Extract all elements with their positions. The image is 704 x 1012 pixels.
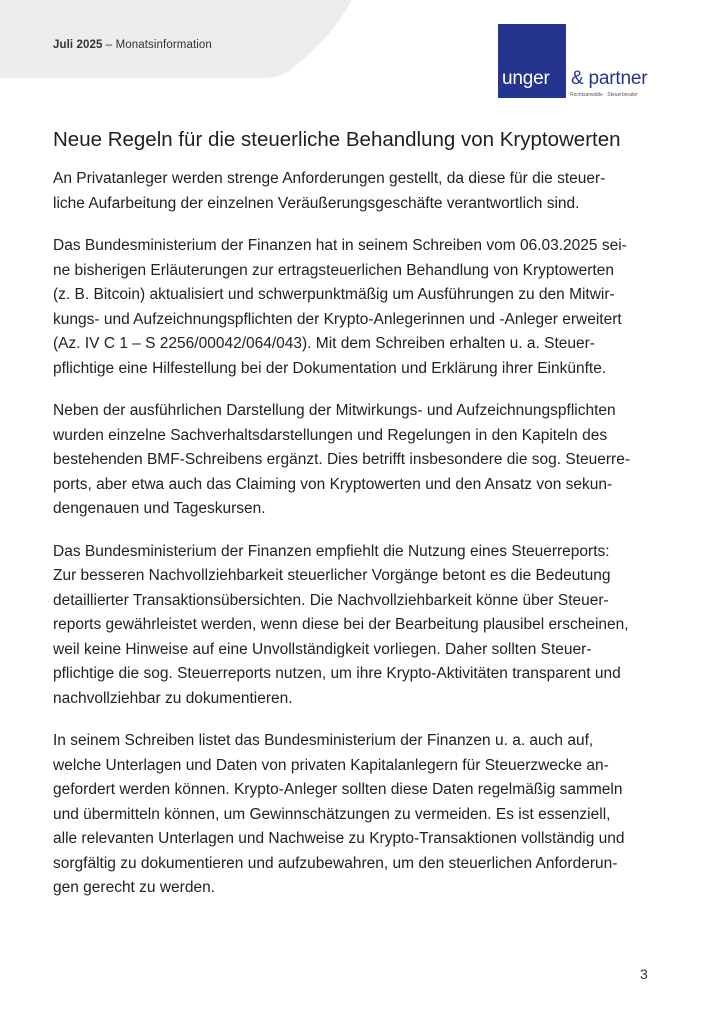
paragraph-line: Neben der ausführlichen Darstellung der Mitwirkungs- und Aufzeichnungspflichten [53,402,616,419]
paragraph [53,399,653,522]
paragraph-line: reports gewährleistet werden, wenn diese bei der Bearbeitung plausibel erscheinen, [53,616,629,633]
paragraph-line: (Az. IV C 1 – S 2256/00042/064/043). Mit dem Schreiben erhalten u. a. Steuer- [53,335,595,352]
paragraph-line: An Privatanleger werden strenge Anforderungen gestellt, da diese für die steuer- [53,170,606,187]
paragraph-line: Zur besseren Nachvollziehbarkeit steuerlicher Vorgänge betont es die Bedeutung [53,567,611,584]
paragraph-line: weil keine Hinweise auf eine Unvollständigkeit vorliegen. Daher sollten Steuer- [53,640,592,658]
paragraph-line: In seinem Schreiben listet das Bundesministerium der Finanzen u. a. auch auf, [53,732,594,749]
logo-word-partner: & partner [571,68,648,89]
header-title: Monatsinformation [115,39,212,51]
paragraph-line: liche Aufarbeitung der einzelnen Veräußerungsgeschäfte verantwortlich sind. [53,194,580,212]
company-logo [498,24,668,104]
paragraph-line: detaillierter Transaktionsübersichten. Die Nachvollziehbarkeit könne über Steuer- [53,591,609,609]
paragraph-line: sorgfältig zu dokumentieren und aufzubewahren, um den steuerlichen Anforderun- [53,854,618,872]
paragraph-line: welche Unterlagen und Daten von privaten Kapitalanlegern für Steuerzwecke an- [53,756,609,774]
paragraph-line: ne bisherigen Erläuterungen zur ertragsteuerlichen Behandlung von Kryptowerten [53,261,614,279]
paragraph-line: Das Bundesministerium der Finanzen hat in seinem Schreiben vom 06.03.2025 sei- [53,237,627,254]
article-title: Neue Regeln für die steuerliche Behandlung von Kryptowerten [53,128,621,151]
logo-subtitle: Rechtsanwälte · Steuerberater [570,92,638,98]
paragraph-line: wurden einzelne Sachverhaltsdarstellungen und Regelungen in den Kapiteln des [53,426,608,444]
header-date: Juli 2025 [53,39,103,51]
paragraph [53,540,653,712]
paragraph [53,729,653,901]
paragraph-line: pflichtige die sog. Steuerreports nutzen, um ihre Krypto-Aktivitäten transparent und [53,665,621,682]
paragraph-line: und übermitteln können, um Gewinnschätzungen zu vermeiden. Es ist essenziell, [53,805,611,823]
paragraph-line: bestehenden BMF-Schreibens ergänzt. Dies betrifft insbesondere die sog. Steuerre- [53,451,630,468]
header-label [53,39,212,51]
logo-word-unger: unger [502,68,550,89]
paragraph-line: Das Bundesministerium der Finanzen empfiehlt die Nutzung eines Steuerreports: [53,542,610,560]
paragraph [53,234,653,381]
header-separator: – [102,39,116,51]
paragraph-line: alle relevanten Unterlagen und Nachweise zu Krypto-Transaktionen vollständig und [53,830,625,847]
paragraph-line: nachvollziehbar zu dokumentieren. [53,689,293,707]
paragraph-line: dengenauen und Tageskursen. [53,500,266,517]
page-number: 3 [640,966,648,982]
paragraph-line: kungs- und Aufzeichnungspflichten der Krypto-Anlegerinnen und -Anleger erweitert [53,310,622,328]
paragraph [53,167,653,216]
paragraph-line: (z. B. Bitcoin) aktualisiert und schwerpunktmäßig um Ausführungen zu den Mitwir- [53,286,615,303]
paragraph-line: pflichtige eine Hilfestellung bei der Dokumentation und Erklärung ihrer Einkünfte. [53,359,607,377]
article-body [53,167,653,919]
paragraph-line: gen gerecht zu werden. [53,879,215,896]
paragraph-line: gefordert werden können. Krypto-Anleger sollten diese Daten regelmäßig sammeln [53,781,623,798]
paragraph-line: ports, aber etwa auch das Claiming von Kryptowerten und den Ansatz von sekun- [53,475,613,493]
